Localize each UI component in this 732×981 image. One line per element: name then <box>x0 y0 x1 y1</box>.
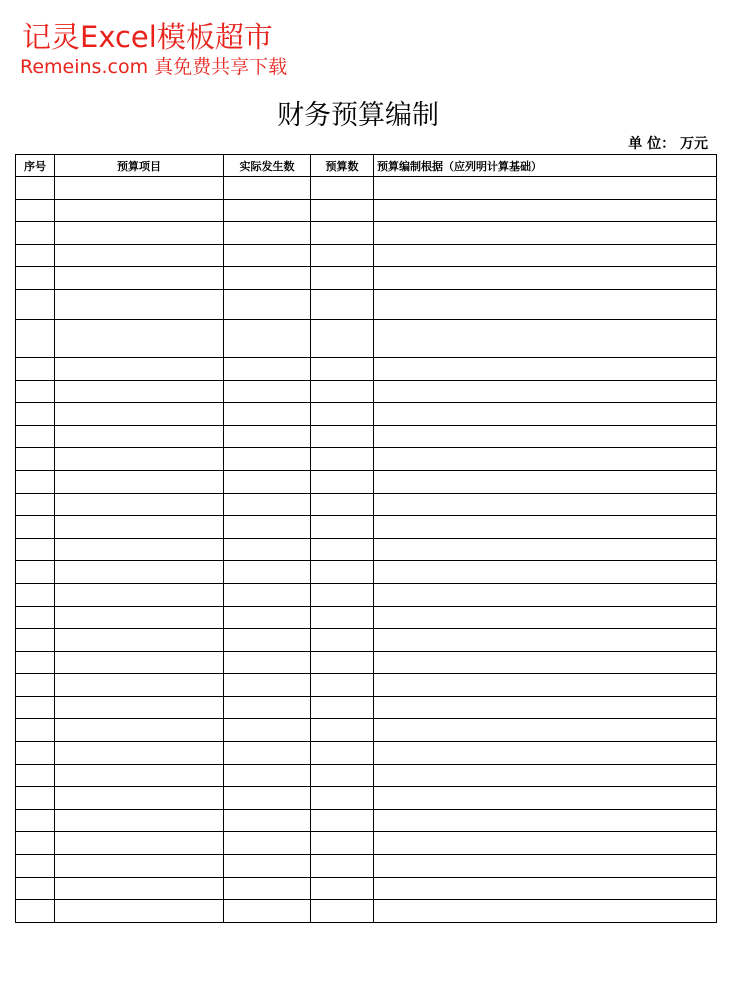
cell-budget-amount[interactable] <box>311 538 374 561</box>
cell-budget-amount[interactable] <box>311 719 374 742</box>
table-row <box>16 222 717 245</box>
cell-budget-item[interactable] <box>55 583 224 606</box>
cell-index[interactable] <box>16 674 55 697</box>
cell-actual[interactable] <box>224 403 311 426</box>
table-row <box>16 516 717 539</box>
table-row <box>16 742 717 765</box>
cell-budget-item[interactable] <box>55 538 224 561</box>
cell-actual[interactable] <box>224 629 311 652</box>
cell-actual[interactable] <box>224 674 311 697</box>
cell-budget-amount[interactable] <box>311 380 374 403</box>
cell-budget-amount[interactable] <box>311 516 374 539</box>
cell-budget-amount[interactable] <box>311 674 374 697</box>
cell-index[interactable] <box>16 244 55 267</box>
cell-budget-amount[interactable] <box>311 832 374 855</box>
cell-basis[interactable] <box>374 651 717 674</box>
cell-index[interactable] <box>16 832 55 855</box>
cell-budget-amount[interactable] <box>311 787 374 810</box>
cell-budget-item[interactable] <box>55 244 224 267</box>
cell-actual[interactable] <box>224 877 311 900</box>
cell-budget-item[interactable] <box>55 809 224 832</box>
cell-budget-item[interactable] <box>55 877 224 900</box>
table-row <box>16 787 717 810</box>
cell-budget-item[interactable] <box>55 787 224 810</box>
cell-actual[interactable] <box>224 222 311 245</box>
cell-basis[interactable] <box>374 832 717 855</box>
cell-index[interactable] <box>16 561 55 584</box>
cell-basis[interactable] <box>374 809 717 832</box>
cell-index[interactable] <box>16 629 55 652</box>
cell-index[interactable] <box>16 425 55 448</box>
cell-basis[interactable] <box>374 877 717 900</box>
cell-index[interactable] <box>16 357 55 380</box>
cell-actual[interactable] <box>224 177 311 200</box>
cell-budget-amount[interactable] <box>311 809 374 832</box>
cell-basis[interactable] <box>374 267 717 290</box>
cell-actual[interactable] <box>224 319 311 357</box>
cell-budget-item[interactable] <box>55 629 224 652</box>
cell-budget-amount[interactable] <box>311 448 374 471</box>
table-row <box>16 380 717 403</box>
cell-budget-amount[interactable] <box>311 470 374 493</box>
cell-index[interactable] <box>16 696 55 719</box>
column-header-index: 序号 <box>16 155 55 177</box>
cell-index[interactable] <box>16 900 55 923</box>
table-row <box>16 493 717 516</box>
cell-basis[interactable] <box>374 764 717 787</box>
table-row <box>16 357 717 380</box>
cell-index[interactable] <box>16 719 55 742</box>
cell-budget-item[interactable] <box>55 493 224 516</box>
cell-index[interactable] <box>16 877 55 900</box>
cell-index[interactable] <box>16 319 55 357</box>
cell-index[interactable] <box>16 764 55 787</box>
cell-budget-amount[interactable] <box>311 651 374 674</box>
table-row <box>16 177 717 200</box>
cell-budget-item[interactable] <box>55 719 224 742</box>
cell-budget-item[interactable] <box>55 222 224 245</box>
cell-actual[interactable] <box>224 267 311 290</box>
cell-basis[interactable] <box>374 561 717 584</box>
table-row <box>16 606 717 629</box>
cell-budget-item[interactable] <box>55 357 224 380</box>
table-row <box>16 319 717 357</box>
cell-actual[interactable] <box>224 448 311 471</box>
watermark-title: 记灵Excel模板超市 <box>22 20 273 54</box>
cell-index[interactable] <box>16 516 55 539</box>
cell-basis[interactable] <box>374 470 717 493</box>
cell-actual[interactable] <box>224 764 311 787</box>
cell-actual[interactable] <box>224 380 311 403</box>
cell-basis[interactable] <box>374 606 717 629</box>
cell-index[interactable] <box>16 289 55 319</box>
cell-index[interactable] <box>16 267 55 290</box>
cell-budget-item[interactable] <box>55 177 224 200</box>
cell-budget-amount[interactable] <box>311 267 374 290</box>
cell-budget-amount[interactable] <box>311 900 374 923</box>
budget-table <box>15 154 717 923</box>
cell-actual[interactable] <box>224 516 311 539</box>
cell-index[interactable] <box>16 380 55 403</box>
cell-actual[interactable] <box>224 425 311 448</box>
cell-budget-amount[interactable] <box>311 696 374 719</box>
cell-index[interactable] <box>16 493 55 516</box>
table-row <box>16 696 717 719</box>
cell-budget-item[interactable] <box>55 199 224 222</box>
cell-budget-item[interactable] <box>55 900 224 923</box>
cell-budget-amount[interactable] <box>311 403 374 426</box>
cell-basis[interactable] <box>374 493 717 516</box>
cell-budget-item[interactable] <box>55 696 224 719</box>
column-header-budget-amount: 预算数 <box>311 155 374 177</box>
cell-budget-amount[interactable] <box>311 877 374 900</box>
cell-basis[interactable] <box>374 674 717 697</box>
cell-basis[interactable] <box>374 403 717 426</box>
cell-budget-item[interactable] <box>55 561 224 584</box>
table-row <box>16 538 717 561</box>
cell-index[interactable] <box>16 606 55 629</box>
table-row <box>16 470 717 493</box>
cell-basis[interactable] <box>374 199 717 222</box>
cell-budget-amount[interactable] <box>311 629 374 652</box>
cell-budget-amount[interactable] <box>311 222 374 245</box>
cell-actual[interactable] <box>224 199 311 222</box>
cell-basis[interactable] <box>374 538 717 561</box>
cell-index[interactable] <box>16 222 55 245</box>
table-row <box>16 900 717 923</box>
cell-budget-amount[interactable] <box>311 244 374 267</box>
cell-index[interactable] <box>16 403 55 426</box>
cell-index[interactable] <box>16 448 55 471</box>
cell-budget-amount[interactable] <box>311 319 374 357</box>
table-row <box>16 629 717 652</box>
cell-basis[interactable] <box>374 289 717 319</box>
cell-actual[interactable] <box>224 742 311 765</box>
column-header-actual: 实际发生数 <box>224 155 311 177</box>
table-row <box>16 855 717 878</box>
cell-actual[interactable] <box>224 470 311 493</box>
cell-index[interactable] <box>16 855 55 878</box>
table-row <box>16 425 717 448</box>
cell-budget-amount[interactable] <box>311 177 374 200</box>
cell-actual[interactable] <box>224 244 311 267</box>
cell-index[interactable] <box>16 787 55 810</box>
cell-basis[interactable] <box>374 319 717 357</box>
cell-basis[interactable] <box>374 583 717 606</box>
column-header-budget-item: 预算项目 <box>55 155 224 177</box>
cell-budget-item[interactable] <box>55 289 224 319</box>
table-body <box>16 177 717 923</box>
table-row <box>16 877 717 900</box>
cell-budget-item[interactable] <box>55 742 224 765</box>
cell-budget-amount[interactable] <box>311 606 374 629</box>
table-row <box>16 244 717 267</box>
cell-budget-item[interactable] <box>55 764 224 787</box>
cell-budget-amount[interactable] <box>311 742 374 765</box>
cell-budget-item[interactable] <box>55 425 224 448</box>
cell-actual[interactable] <box>224 538 311 561</box>
cell-index[interactable] <box>16 583 55 606</box>
cell-budget-amount[interactable] <box>311 493 374 516</box>
cell-actual[interactable] <box>224 357 311 380</box>
cell-index[interactable] <box>16 651 55 674</box>
cell-basis[interactable] <box>374 177 717 200</box>
table-row <box>16 289 717 319</box>
cell-basis[interactable] <box>374 448 717 471</box>
cell-actual[interactable] <box>224 855 311 878</box>
watermark-subtitle: Remeins.com 真免费共享下载 <box>20 56 288 78</box>
cell-actual[interactable] <box>224 900 311 923</box>
cell-index[interactable] <box>16 809 55 832</box>
cell-index[interactable] <box>16 742 55 765</box>
cell-actual[interactable] <box>224 289 311 319</box>
table-row <box>16 448 717 471</box>
cell-budget-item[interactable] <box>55 403 224 426</box>
cell-basis[interactable] <box>374 696 717 719</box>
cell-budget-item[interactable] <box>55 832 224 855</box>
table-row <box>16 719 717 742</box>
cell-actual[interactable] <box>224 651 311 674</box>
cell-actual[interactable] <box>224 832 311 855</box>
cell-basis[interactable] <box>374 855 717 878</box>
cell-actual[interactable] <box>224 606 311 629</box>
table-header-row <box>16 155 717 177</box>
cell-index[interactable] <box>16 177 55 200</box>
cell-actual[interactable] <box>224 787 311 810</box>
cell-basis[interactable] <box>374 742 717 765</box>
cell-basis[interactable] <box>374 900 717 923</box>
cell-budget-amount[interactable] <box>311 764 374 787</box>
table-row <box>16 651 717 674</box>
table-row <box>16 561 717 584</box>
unit-label: 单 位： 万元 <box>628 136 708 152</box>
cell-basis[interactable] <box>374 380 717 403</box>
cell-budget-item[interactable] <box>55 606 224 629</box>
cell-budget-item[interactable] <box>55 448 224 471</box>
cell-actual[interactable] <box>224 719 311 742</box>
cell-budget-item[interactable] <box>55 319 224 357</box>
cell-budget-amount[interactable] <box>311 561 374 584</box>
cell-basis[interactable] <box>374 719 717 742</box>
table-row <box>16 764 717 787</box>
cell-actual[interactable] <box>224 696 311 719</box>
cell-basis[interactable] <box>374 629 717 652</box>
cell-budget-item[interactable] <box>55 855 224 878</box>
cell-budget-amount[interactable] <box>311 855 374 878</box>
cell-basis[interactable] <box>374 787 717 810</box>
table-row <box>16 832 717 855</box>
cell-budget-item[interactable] <box>55 651 224 674</box>
cell-actual[interactable] <box>224 809 311 832</box>
cell-index[interactable] <box>16 199 55 222</box>
table-row <box>16 403 717 426</box>
cell-index[interactable] <box>16 538 55 561</box>
cell-budget-item[interactable] <box>55 674 224 697</box>
table-row <box>16 267 717 290</box>
cell-basis[interactable] <box>374 516 717 539</box>
cell-basis[interactable] <box>374 244 717 267</box>
cell-basis[interactable] <box>374 357 717 380</box>
cell-basis[interactable] <box>374 222 717 245</box>
cell-budget-item[interactable] <box>55 267 224 290</box>
cell-budget-item[interactable] <box>55 380 224 403</box>
column-header-basis: 预算编制根据（应列明计算基础） <box>374 155 717 177</box>
cell-budget-amount[interactable] <box>311 199 374 222</box>
table-row <box>16 674 717 697</box>
cell-index[interactable] <box>16 470 55 493</box>
page-title: 财务预算编制 <box>277 100 439 131</box>
cell-budget-amount[interactable] <box>311 289 374 319</box>
cell-budget-item[interactable] <box>55 470 224 493</box>
cell-actual[interactable] <box>224 561 311 584</box>
cell-actual[interactable] <box>224 583 311 606</box>
table-row <box>16 199 717 222</box>
cell-budget-amount[interactable] <box>311 357 374 380</box>
table-row <box>16 583 717 606</box>
cell-budget-amount[interactable] <box>311 583 374 606</box>
cell-actual[interactable] <box>224 493 311 516</box>
table-row <box>16 809 717 832</box>
cell-budget-item[interactable] <box>55 516 224 539</box>
cell-budget-amount[interactable] <box>311 425 374 448</box>
cell-basis[interactable] <box>374 425 717 448</box>
